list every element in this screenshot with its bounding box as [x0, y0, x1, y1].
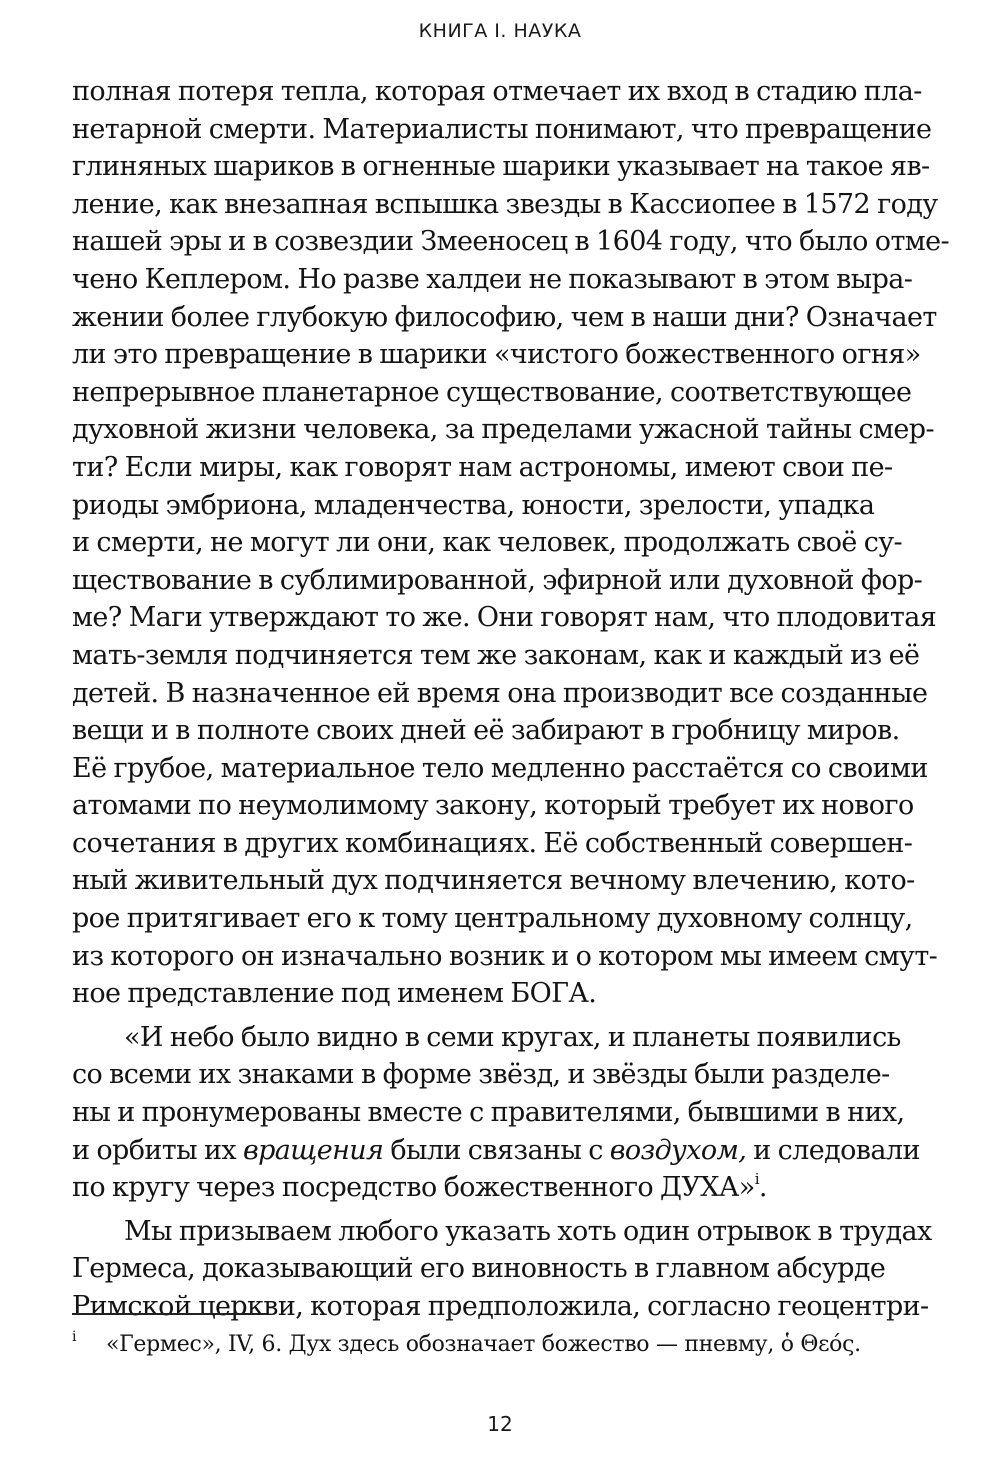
text-run: и орбиты их [72, 1134, 243, 1166]
text-line: Её грубое, материальное тело медленно расстаётся со своими [72, 752, 928, 784]
text-line: сочетания в других комбинациях. Её собственный совершен- [72, 827, 913, 859]
text-line: чено Кеплером. Но разве халдеи не показывают в этом выра- [72, 263, 913, 295]
text-line: и смерти, не могут ли они, как человек, продолжать своё су- [72, 527, 903, 559]
text-line: ме? Маги утверждают то же. Они говорят нам, что плодовитая [72, 602, 937, 634]
footnote-reference[interactable]: i [754, 1170, 759, 1189]
text-line: непрерывное планетарное существование, соответствующее [72, 376, 912, 408]
text-line: атомами по неумолимому закону, который требует их нового [72, 790, 914, 822]
text-line: ти? Если миры, как говорят нам астрономы, имеют свои пе- [72, 451, 893, 483]
text-line: риоды эмбриона, младенчества, юности, зрелости, упадка [72, 489, 875, 521]
text-line: глиняных шариков в огненные шарики указывает на такое яв- [72, 151, 930, 183]
text-line: жении более глубокую философию, чем в наши дни? Означает [72, 301, 937, 333]
text-run: . [758, 1172, 767, 1204]
paragraph-1 [72, 73, 972, 1013]
italic-word: воздухом, [609, 1134, 747, 1166]
running-header: КНИГА I. НАУКА [418, 20, 582, 42]
paragraph-2-quote [72, 1019, 972, 1207]
text-line: ление, как внезапная вспышка звезды в Кассиопее в 1572 году [72, 188, 938, 220]
text-line: нашей эры и в созвездии Змееносец в 1604 году, что было отме- [72, 226, 950, 258]
text-line-with-footnote-ref [72, 1169, 972, 1207]
footnote-divider [72, 1313, 267, 1315]
footnote: i «Гермес», IV, 6. Дух здесь обозначает божество — пневму, ὁ Θεός. [72, 1329, 861, 1357]
text-line: ществование в сублимированной, эфирной или духовной фор- [72, 564, 923, 596]
footnote-text: «Гермес», IV, 6. Дух здесь обозначает божество — пневму, ὁ Θεός. [106, 1332, 861, 1357]
text-line: «И небо было видно в семи кругах, и планеты появились [124, 1021, 901, 1053]
text-line: полная потеря тепла, которая отмечает их вход в стадию пла- [72, 76, 922, 107]
text-line: рое притягивает его к тому центральному духовному солнцу, [72, 903, 913, 935]
text-line: духовной жизни человека, за пределами ужасной тайны смер- [72, 414, 934, 446]
text-line: мать-земля подчиняется тем же законам, как и каждый из её [72, 639, 920, 671]
text-line: со всеми их знаками в форме звёзд, и звёзды были разделе- [72, 1059, 890, 1091]
text-line: Мы призываем любого указать хоть один отрывок в трудах [124, 1215, 932, 1247]
text-line: ли это превращение в шарики «чистого божественного огня» [72, 339, 921, 371]
italic-word: вращения [242, 1134, 384, 1166]
text-run: и следовали [746, 1134, 920, 1166]
text-run: были связаны с [383, 1134, 610, 1166]
text-line: вещи и в полноте своих дней её забирают в гробницу миров. [72, 715, 900, 747]
text-line: ный живительный дух подчиняется вечному влечению, кото- [72, 865, 915, 897]
text-run: по кругу через посредство божественного ДУХА» [72, 1172, 755, 1204]
text-line: из которого он изначально возник и о котором мы имеем смут- [72, 940, 938, 972]
text-line: Гермеса, доказывающий его виновность в главном абсурде [72, 1253, 886, 1285]
paragraph-3 [72, 1213, 972, 1326]
text-line: Римской церкви, которая предположила, согласно геоцентри- [72, 1291, 929, 1322]
text-line: ное представление под именем БОГА. [72, 978, 597, 1010]
text-line: нетарной смерти. Материалисты понимают, что превращение [72, 113, 932, 145]
text-line-with-italics [72, 1132, 972, 1170]
text-line: ны и пронумерованы вместе с правителями, бывшими в них, [72, 1097, 905, 1129]
text-line: детей. В назначенное ей время она производит все созданные [72, 677, 928, 709]
page-number: 12 [487, 1412, 513, 1436]
page-body [72, 73, 972, 1326]
